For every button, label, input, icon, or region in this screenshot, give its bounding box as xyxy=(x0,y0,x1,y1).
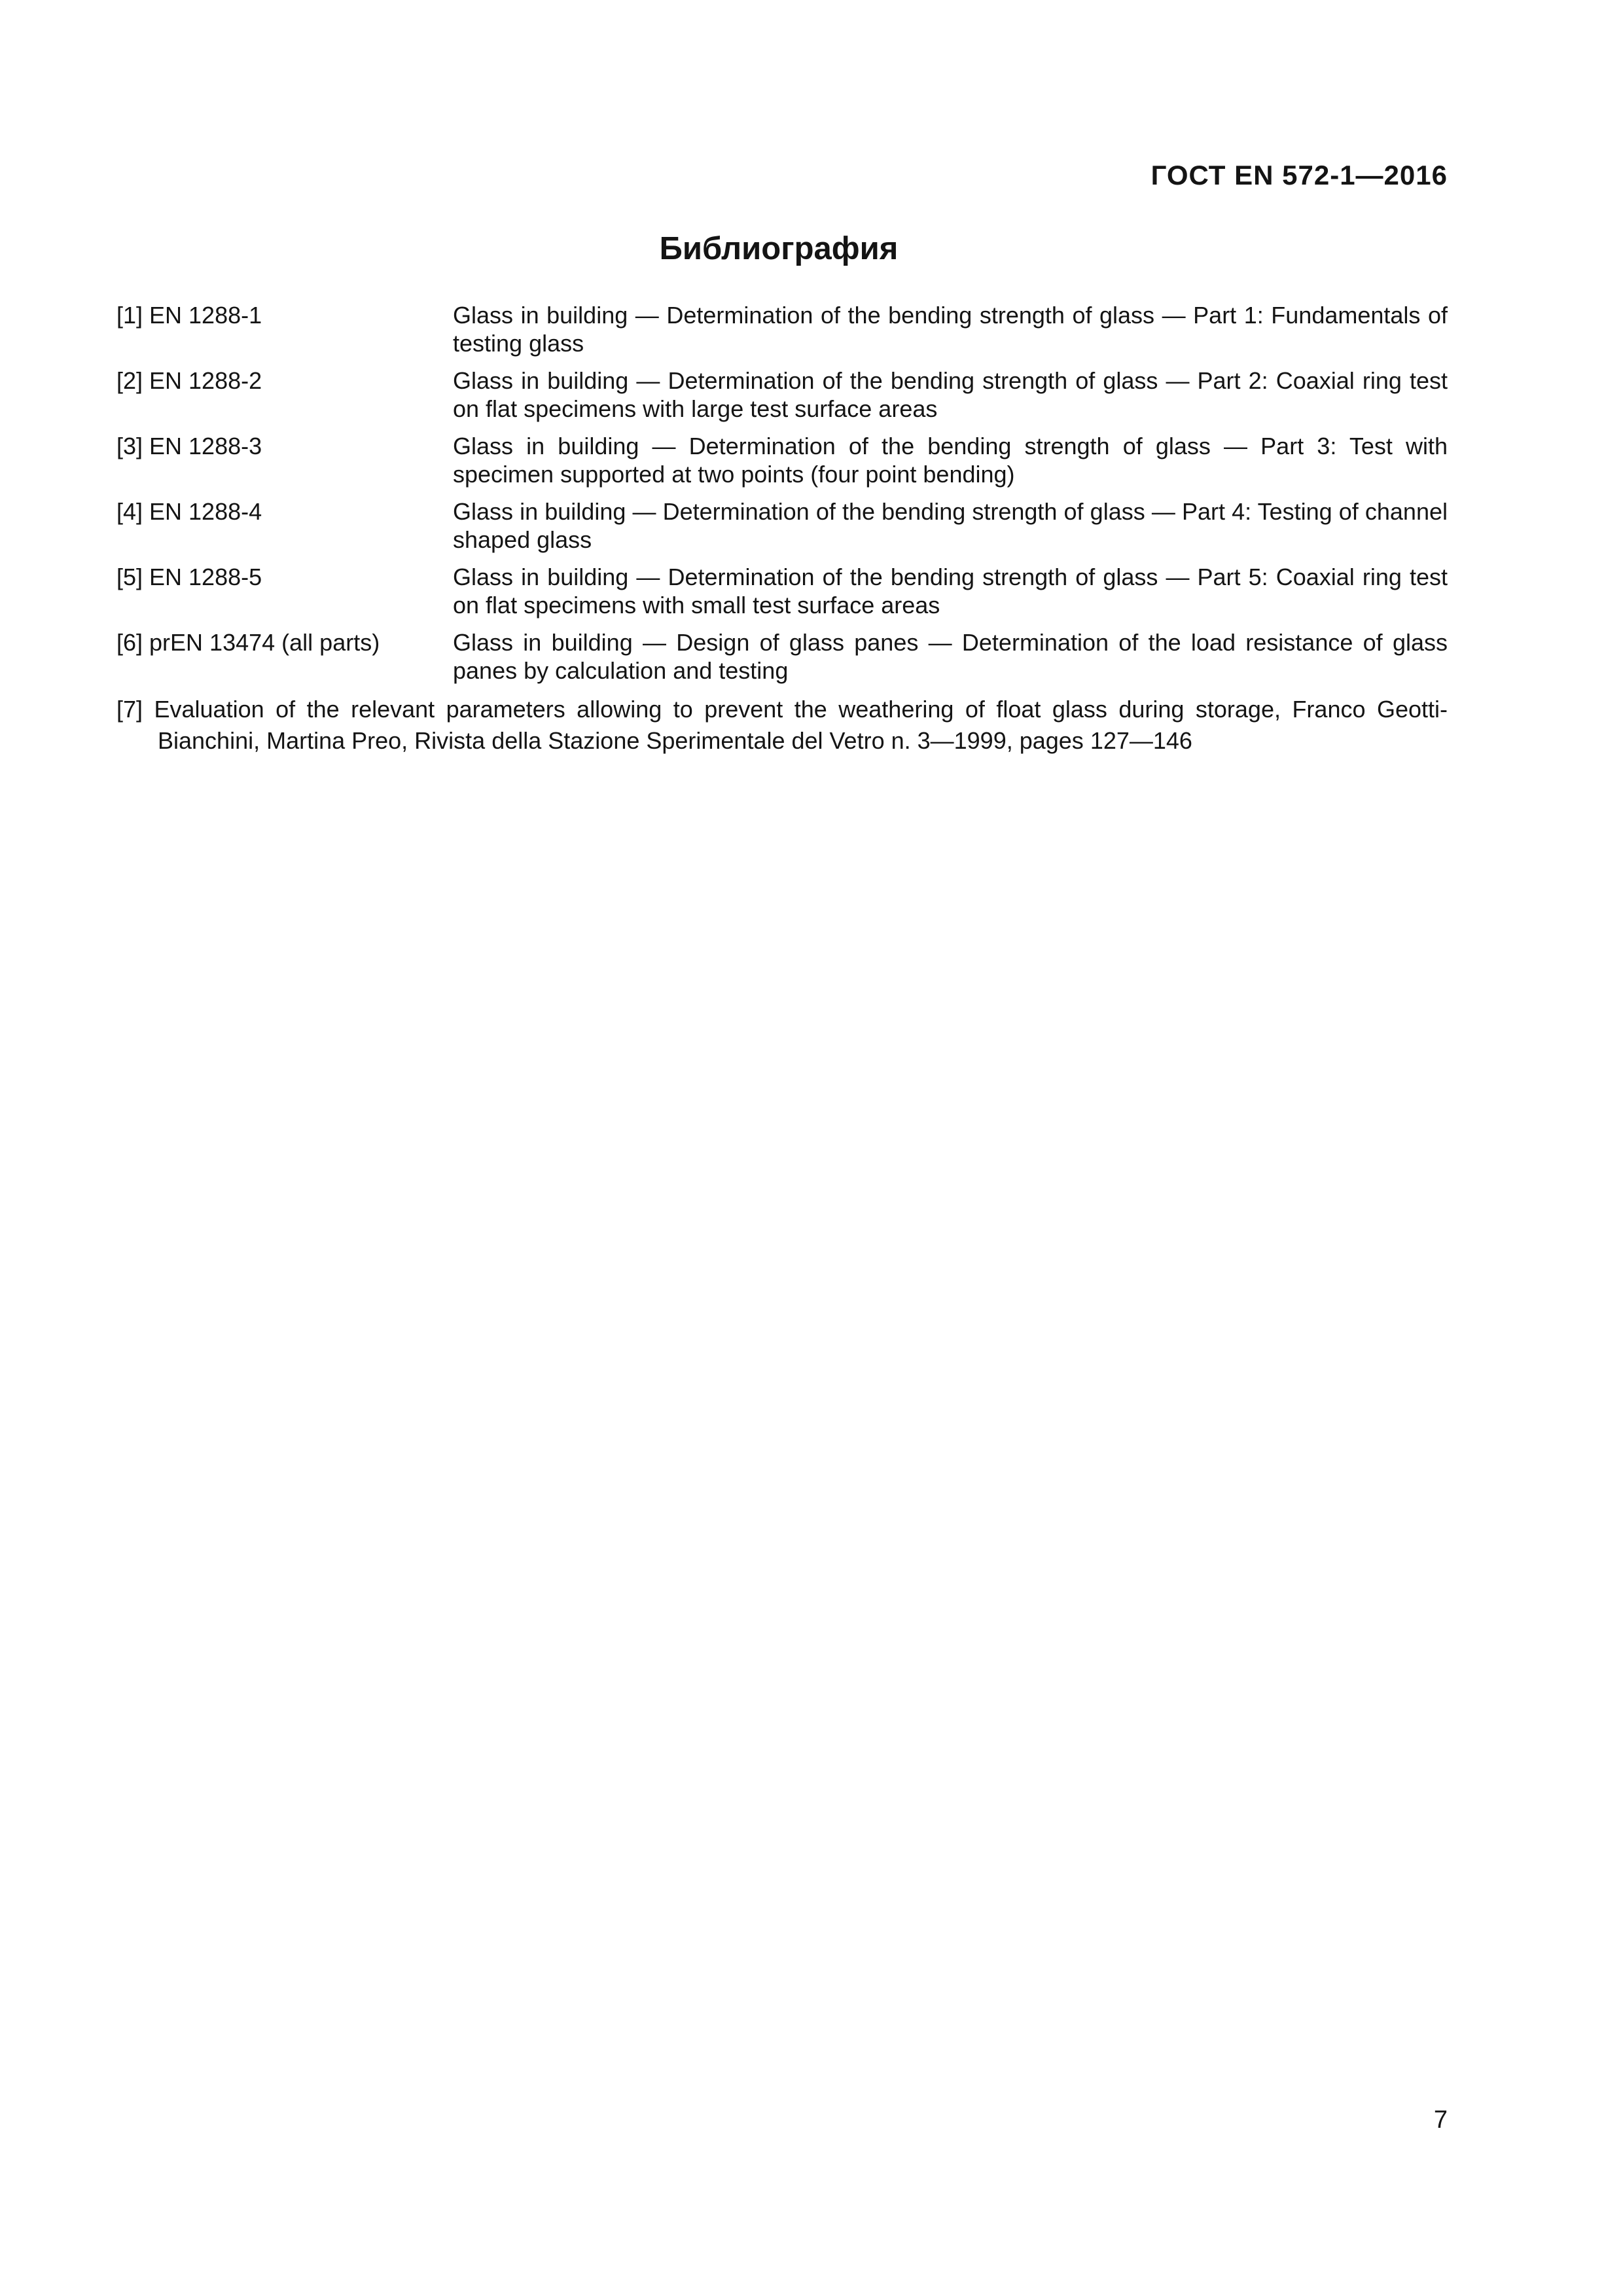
bibliography-text: Glass in building — Determination of the bending strength of glass — Part 1: Fundamentals of testing glass xyxy=(453,302,1448,357)
bibliography-title: Библиография xyxy=(659,231,899,266)
bibliography-ref: [3] EN 1288-3 xyxy=(116,433,262,459)
bibliography-text: Glass in building — Determination of the bending strength of glass — Part 4: Testing of channel shaped glass xyxy=(453,498,1448,553)
bibliography-ref: [1] EN 1288-1 xyxy=(116,302,262,329)
bibliography-text: Glass in building — Determination of the bending strength of glass — Part 2: Coaxial ring test on flat specimens with large test surface areas xyxy=(453,367,1448,422)
bibliography-text: Glass in building — Determination of the bending strength of glass — Part 3: Test with specimen supported at two points (four point bending) xyxy=(453,433,1448,488)
bibliography-entry-3 xyxy=(116,432,1448,488)
bibliography-list xyxy=(116,301,1448,757)
bibliography-entry-1 xyxy=(116,301,1448,357)
bibliography-ref: [6] prEN 13474 (all parts) xyxy=(116,629,380,656)
page-number: 7 xyxy=(1433,2106,1448,2134)
bibliography-ref: [5] EN 1288-5 xyxy=(116,564,262,590)
bibliography-text: Glass in building — Determination of the bending strength of glass — Part 5: Coaxial ring test on flat specimens with small test surface areas xyxy=(453,564,1448,619)
bibliography-text: Glass in building — Design of glass panes — Determination of the load resistance of glass panes by calculation and testing xyxy=(453,629,1448,684)
bibliography-entry-6 xyxy=(116,628,1448,685)
bibliography-ref: [4] EN 1288-4 xyxy=(116,498,262,525)
bibliography-ref: [2] EN 1288-2 xyxy=(116,367,262,394)
bibliography-entry-4 xyxy=(116,497,1448,554)
bibliography-entry-5 xyxy=(116,563,1448,619)
bibliography-entry-2 xyxy=(116,367,1448,423)
bibliography-entry-7: [7] Evaluation of the relevant parameters allowing to prevent the weathering of float glass during storage, Franco Geotti-Bianchini, Martina Preo, Rivista della Stazione Sperimentale del Vetro n. 3—1999, pages 127—146 xyxy=(116,696,1448,754)
document-code-header: ГОСТ EN 572-1—2016 xyxy=(1150,160,1448,190)
